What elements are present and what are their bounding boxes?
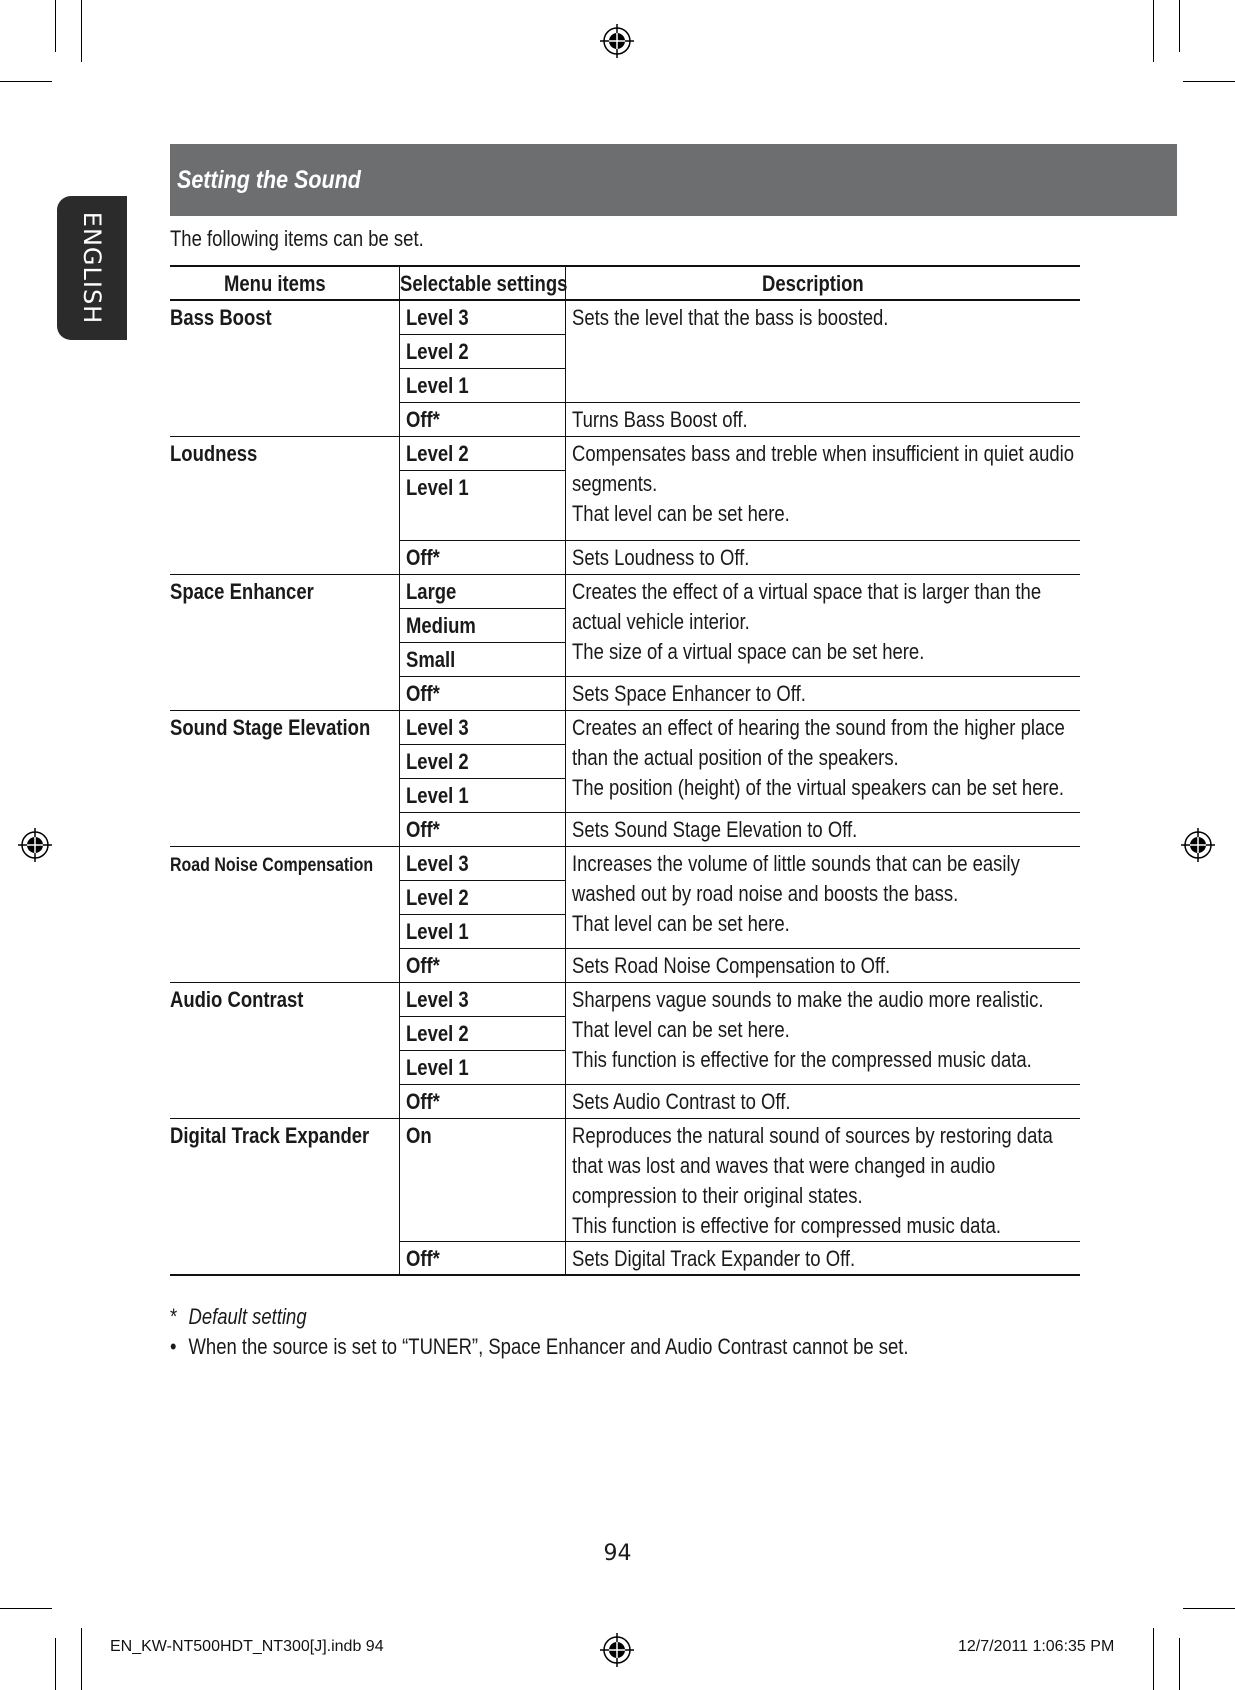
settings-table (170, 265, 1080, 1276)
setting-value: Medium (399, 608, 565, 642)
table-row (170, 574, 1080, 608)
crop-mark (1153, 0, 1154, 62)
crop-mark (0, 1608, 52, 1609)
setting-value: On (399, 1118, 565, 1241)
setting-value: Large (399, 574, 565, 608)
setting-value: Level 1 (399, 1050, 565, 1084)
description: Sharpens vague sounds to make the audio more realistic. That level can be set here. This function is effective for the compressed music data. (565, 982, 1080, 1084)
table-row (170, 982, 1080, 1016)
slug-datetime: 12/7/2011 1:06:35 PM (958, 1638, 1115, 1655)
menu-item: Road Noise Compensation (170, 846, 399, 982)
table-row (170, 710, 1080, 744)
description: Increases the volume of little sounds that can be easily washed out by road noise and boosts the bass. That level can be set here. (565, 846, 1080, 948)
menu-item: Digital Track Expander (170, 1118, 399, 1275)
description: Sets Space Enhancer to Off. (565, 676, 1080, 710)
setting-value: Level 1 (399, 470, 565, 540)
asterisk-marker: * (170, 1304, 178, 1329)
table-header-row (170, 266, 1080, 300)
menu-item: Loudness (170, 436, 399, 574)
footnote-default-text: Default setting (188, 1304, 307, 1329)
setting-value: Level 2 (399, 880, 565, 914)
crop-mark (1183, 1608, 1235, 1609)
page-number: 94 (603, 1541, 632, 1566)
setting-value: Off* (399, 540, 565, 574)
crop-mark (0, 81, 52, 82)
description: Sets Sound Stage Elevation to Off. (565, 812, 1080, 846)
description: Creates an effect of hearing the sound from the higher place than the actual position of the speakers. The position (height) of the virtual speakers can be set here. (565, 710, 1080, 812)
column-header: Description (565, 266, 1080, 300)
setting-value: Level 1 (399, 778, 565, 812)
setting-value: Small (399, 642, 565, 676)
description: Reproduces the natural sound of sources by restoring data that was lost and waves that were changed in audio compression to their original states. This function is effective for compressed music data. (565, 1118, 1080, 1241)
setting-value: Level 1 (399, 914, 565, 948)
setting-value: Level 2 (399, 334, 565, 368)
crop-mark (1179, 1638, 1180, 1690)
registration-mark-icon (600, 24, 634, 58)
crop-mark (55, 0, 56, 52)
description: Turns Bass Boost off. (565, 402, 1080, 436)
menu-item: Space Enhancer (170, 574, 399, 710)
description: Sets Digital Track Expander to Off. (565, 1241, 1080, 1275)
setting-value: Off* (399, 948, 565, 982)
footnote-bullet-text: When the source is set to “TUNER”, Space Enhancer and Audio Contrast cannot be set. (188, 1334, 909, 1359)
crop-mark (81, 1628, 82, 1690)
column-header: Menu items (170, 266, 399, 300)
table-row (170, 436, 1080, 470)
crop-mark (1179, 0, 1180, 52)
settings-table-wrap (170, 265, 1080, 1276)
registration-mark-icon (1181, 828, 1215, 862)
crop-mark (1183, 81, 1235, 82)
section-title: Setting the Sound (177, 166, 361, 194)
registration-mark-icon (18, 828, 52, 862)
menu-item: Bass Boost (170, 300, 399, 436)
setting-value: Level 3 (399, 846, 565, 880)
description: Sets Audio Contrast to Off. (565, 1084, 1080, 1118)
crop-mark (1153, 1628, 1154, 1690)
slug-file: EN_KW-NT500HDT_NT300[J].indb 94 (110, 1638, 384, 1655)
menu-item: Audio Contrast (170, 982, 399, 1118)
setting-value: Level 2 (399, 1016, 565, 1050)
setting-value: Off* (399, 676, 565, 710)
setting-value: Off* (399, 1241, 565, 1275)
registration-mark-icon (600, 1633, 634, 1667)
column-header: Selectable settings (399, 266, 565, 300)
table-row (170, 846, 1080, 880)
crop-mark (55, 1638, 56, 1690)
intro-text: The following items can be set. (170, 226, 424, 251)
setting-value: Off* (399, 1084, 565, 1118)
setting-value: Level 3 (399, 982, 565, 1016)
setting-value: Off* (399, 812, 565, 846)
language-tab-label-wrap (57, 196, 127, 340)
description: Sets Loudness to Off. (565, 540, 1080, 574)
language-tab-label: ENGLISH (78, 211, 107, 325)
footnote-bullet (170, 1334, 909, 1360)
description: Creates the effect of a virtual space that is larger than the actual vehicle interior. The size of a virtual space can be set here. (565, 574, 1080, 676)
description: Sets Road Noise Compensation to Off. (565, 948, 1080, 982)
setting-value: Level 3 (399, 300, 565, 334)
table-row (170, 300, 1080, 334)
description: Sets the level that the bass is boosted. (565, 300, 1080, 402)
menu-item: Sound Stage Elevation (170, 710, 399, 846)
footnote-default (170, 1304, 307, 1330)
setting-value: Level 2 (399, 436, 565, 470)
crop-mark (81, 0, 82, 62)
bullet-marker: • (170, 1334, 177, 1359)
table-row (170, 1118, 1080, 1241)
setting-value: Off* (399, 402, 565, 436)
description: Compensates bass and treble when insufficient in quiet audio segments. That level can be set here. (565, 436, 1080, 540)
setting-value: Level 3 (399, 710, 565, 744)
setting-value: Level 1 (399, 368, 565, 402)
setting-value: Level 2 (399, 744, 565, 778)
